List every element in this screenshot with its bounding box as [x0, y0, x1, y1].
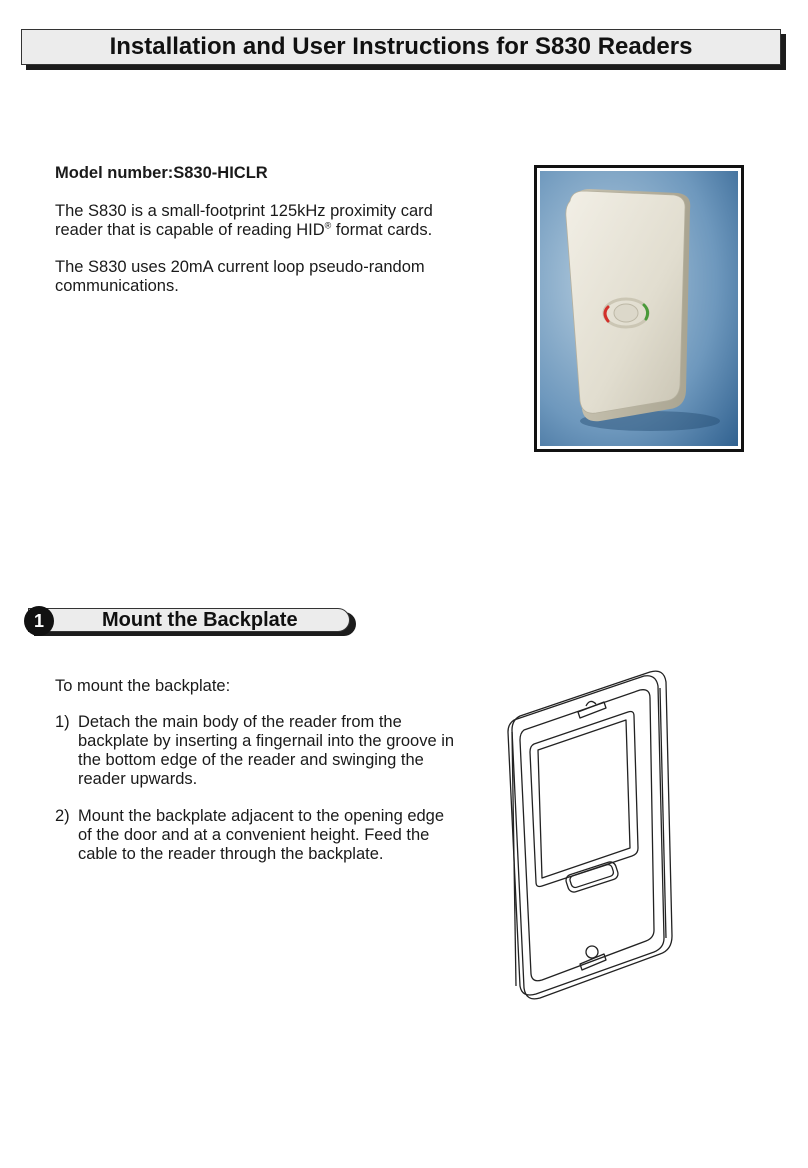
section-1-number: 1 [24, 606, 54, 636]
backplate-drawing [500, 668, 676, 1004]
intro-p1-line1: The S830 is a small-footprint 125kHz proximity card [55, 202, 433, 220]
section-1-title: Mount the Backplate [102, 609, 298, 631]
reader-photo-image [540, 171, 738, 446]
step-2-line3: cable to the reader through the backplate. [78, 845, 384, 863]
registered-mark: ® [324, 220, 332, 231]
intro-p2-line1: The S830 uses 20mA current loop pseudo-random [55, 258, 425, 276]
step-1-number: 1) [55, 713, 70, 731]
step-1-text [78, 713, 468, 789]
step-1-line2: backplate by inserting a fingernail into the groove in [78, 732, 455, 750]
step-2-line1: Mount the backplate adjacent to the opening edge [78, 807, 445, 825]
step-2-text [78, 807, 468, 864]
intro-paragraph-1 [55, 202, 433, 240]
intro-p1-line2 [55, 221, 433, 240]
intro-p2-line2: communications. [55, 277, 179, 295]
section-1-header [28, 608, 356, 636]
step-1-line3: the bottom edge of the reader and swinging the [78, 751, 424, 769]
intro-p1-line2-pre: reader that is capable of reading HID [55, 221, 325, 239]
intro-paragraph-2 [55, 258, 425, 296]
step-2-number: 2) [55, 807, 70, 825]
reader-photo [534, 165, 744, 452]
step-1-line4: reader upwards. [78, 770, 198, 788]
page-title: Installation and User Instructions for S830 Readers [21, 29, 781, 65]
model-number: Model number:S830-HICLR [55, 164, 268, 182]
section-1-lead: To mount the backplate: [55, 677, 231, 695]
step-2-line2: of the door and at a convenient height. Feed the [78, 826, 430, 844]
intro-p1-line2-post: format cards. [331, 221, 433, 239]
step-1-line1: Detach the main body of the reader from the [78, 713, 402, 731]
